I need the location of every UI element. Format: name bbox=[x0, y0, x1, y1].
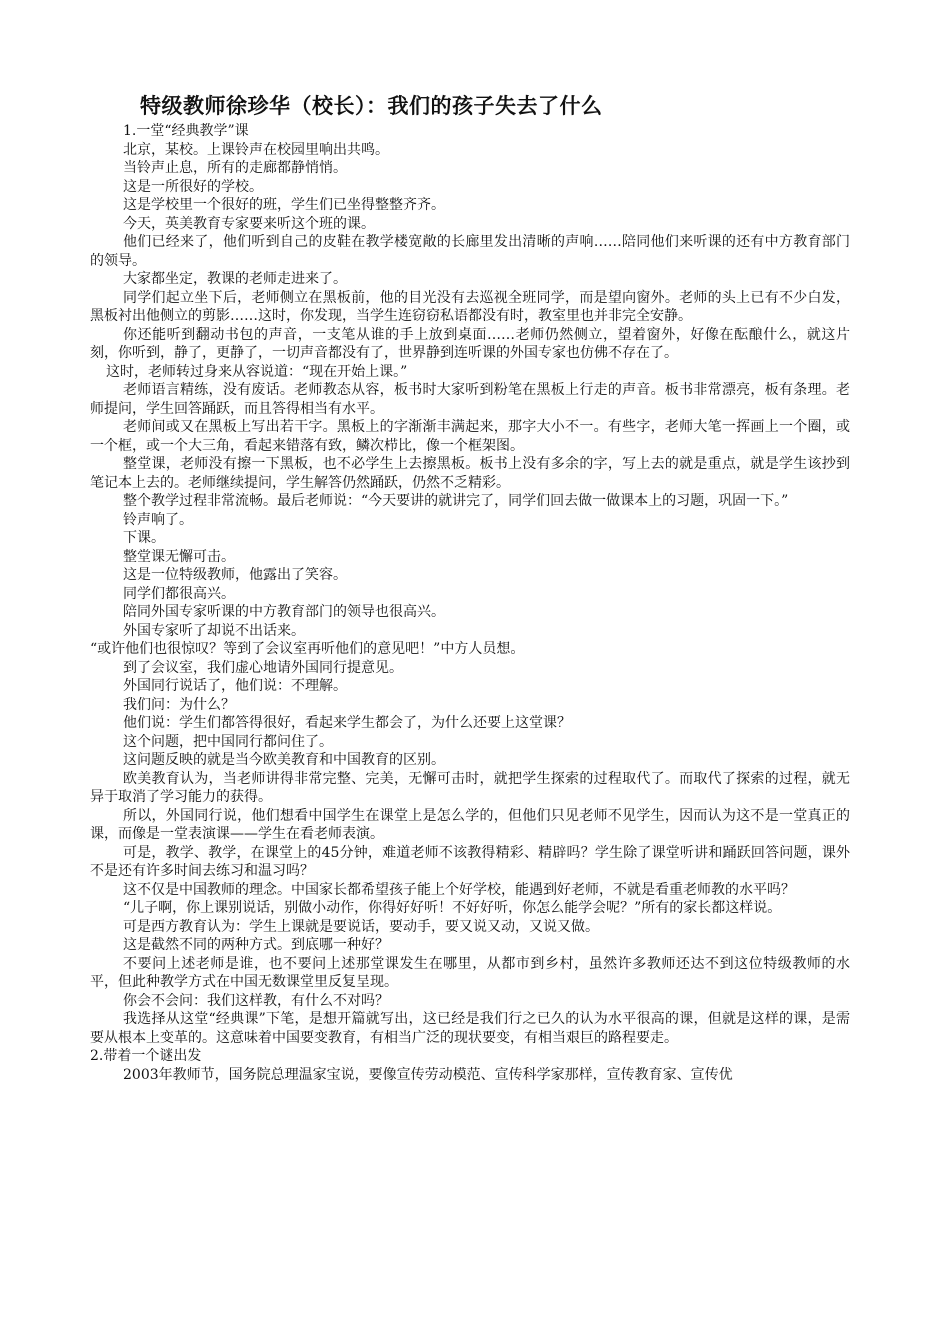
body-paragraph: 外国专家听了却说不出话来。 bbox=[123, 622, 305, 639]
body-paragraph: 你会不会问：我们这样教，有什么不对吗？ bbox=[123, 992, 389, 1009]
body-paragraph: 我们问：为什么？ bbox=[123, 696, 235, 713]
body-paragraph: 老师间或又在黑板上写出若干字。黑板上的字渐渐丰满起来，那字大小不一。有些字，老师大笔一挥画上一个圈，或一个框，或一个大三角，看起来错落有致，鳞次栉比，像一个框架图。 bbox=[90, 419, 850, 454]
section-heading: 1.一堂“经典教学”课 bbox=[123, 123, 249, 139]
body-paragraph: 欧美教育认为，当老师讲得非常完整、完美，无懈可击时，就把学生探索的过程取代了。而取代了探索的过程，就无异于取消了学习能力的获得。 bbox=[90, 770, 850, 805]
body-paragraph: 大家都坐定，教课的老师走进来了。 bbox=[123, 271, 347, 287]
body-paragraph: 这问题反映的就是当今欧美教育和中国教育的区别。 bbox=[123, 752, 445, 768]
body-paragraph: 这是学校里一个很好的班，学生们已坐得整整齐齐。 bbox=[123, 197, 445, 213]
body-paragraph: 今天，英美教育专家要来听这个班的课。 bbox=[123, 215, 375, 232]
body-paragraph: 这是一位特级教师，他露出了笑容。 bbox=[123, 567, 347, 583]
body-paragraph: 他们说：学生们都答得很好，看起来学生都会了，为什么还要上这堂课？ bbox=[123, 715, 571, 731]
body-paragraph: 整堂课，老师没有擦一下黑板，也不必学生上去擦黑板。板书上没有多余的字，写上去的就是重点，就是学生该抄到笔记本上去的。老师继续提问，学生解答仍然踊跃，仍然不乏精彩。 bbox=[90, 456, 850, 491]
body-paragraph: “儿子啊，你上课别说话，别做小动作，你得好好听！不好好听，你怎么能学会呢？”所有的家长都这样说。 bbox=[123, 900, 782, 916]
body-paragraph: 外国同行说话了，他们说：不理解。 bbox=[123, 678, 347, 694]
body-paragraph: 陪同外国专家听课的中方教育部门的领导也很高兴。 bbox=[123, 604, 445, 620]
body-paragraph: “或许他们也很惊叹？等到了会议室再听他们的意见吧！”中方人员想。 bbox=[90, 641, 525, 657]
body-paragraph: 你还能听到翻动书包的声音，一支笔从谁的手上放到桌面……老师仍然侧立，望着窗外，好像在酝酿什么，就这片刻，你听到，静了，更静了，一切声音都没有了，世界静到连听课的外国专家也仿佛不存在了。 bbox=[90, 326, 850, 361]
body-paragraph: 整堂课无懈可击。 bbox=[123, 548, 235, 565]
document-body bbox=[90, 122, 850, 1084]
body-paragraph: 这是一所很好的学校。 bbox=[123, 178, 263, 195]
body-paragraph: 同学们起立坐下后，老师侧立在黑板前，他的目光没有去巡视全班同学，而是望向窗外。老师的头上已有不少白发，黑板衬出他侧立的剪影……这时，你发现，当学生连窃窃私语都没有时，教室里也并非完全安静。 bbox=[90, 289, 850, 324]
body-paragraph: 他们已经来了，他们听到自己的皮鞋在教学楼宽敞的长廊里发出清晰的声响……陪同他们来听课的还有中方教育部门的领导。 bbox=[90, 234, 850, 269]
body-paragraph: 可是，教学、教学，在课堂上的45分钟，难道老师不该教得精彩、精辟吗？学生除了课堂听讲和踊跃回答问题，课外不是还有许多时间去练习和温习吗？ bbox=[90, 844, 850, 879]
body-paragraph: 不要问上述老师是谁，也不要问上述那堂课发生在哪里，从都市到乡村，虽然许多教师还达不到这位特级教师的水平，但此种教学方式在中国无数课堂里反复呈现。 bbox=[90, 955, 850, 990]
body-paragraph: 铃声响了。 bbox=[123, 511, 193, 528]
body-paragraph: 我选择从这堂“经典课”下笔，是想开篇就写出，这已经是我们行之已久的认为水平很高的课，但就是这样的课，是需要从根本上变革的。这意味着中国要变教育，有相当广泛的现状要变，有相当艰巨的路程要走。 bbox=[90, 1011, 850, 1046]
body-paragraph: 这时，老师转过身来从容说道：“现在开始上课。” bbox=[106, 363, 408, 380]
document-title: 特级教师徐珍华（校长）：我们的孩子失去了什么 bbox=[140, 94, 603, 118]
body-paragraph: 北京，某校。上课铃声在校园里响出共鸣。 bbox=[123, 141, 389, 158]
body-paragraph: 老师语言精练，没有废话。老师教态从容，板书时大家听到粉笔在黑板上行走的声音。板书非常漂亮，板有条理。老师提问，学生回答踊跃，而且答得相当有水平。 bbox=[90, 382, 850, 417]
body-paragraph: 同学们都很高兴。 bbox=[123, 585, 235, 602]
body-paragraph: 所以，外国同行说，他们想看中国学生在课堂上是怎么学的，但他们只见老师不见学生，因而认为这不是一堂真正的课，而像是一堂表演课——学生在看老师表演。 bbox=[90, 807, 850, 842]
document-page bbox=[90, 90, 850, 1084]
body-paragraph: 整个教学过程非常流畅。最后老师说：“今天要讲的就讲完了，同学们回去做一做课本上的习题，巩固一下。” bbox=[123, 493, 789, 509]
body-paragraph: 这不仅是中国教师的理念。中国家长都希望孩子能上个好学校，能遇到好老师，不就是看重老师教的水平吗？ bbox=[123, 881, 795, 898]
body-paragraph: 可是西方教育认为：学生上课就是要说话，要动手，要又说又动，又说又做。 bbox=[123, 918, 599, 935]
body-paragraph: 这是截然不同的两种方式。到底哪一种好？ bbox=[123, 937, 389, 953]
body-paragraph: 下课。 bbox=[123, 530, 165, 546]
body-paragraph: 2003年教师节，国务院总理温家宝说，要像宣传劳动模范、宣传科学家那样，宣传教育家、宣传优 bbox=[123, 1066, 733, 1083]
body-paragraph: 这个问题，把中国同行都问住了。 bbox=[123, 733, 333, 750]
body-paragraph: 到了会议室，我们虚心地请外国同行提意见。 bbox=[123, 659, 403, 676]
section-heading: 2.带着一个谜出发 bbox=[90, 1048, 202, 1064]
body-paragraph: 当铃声止息，所有的走廊都静悄悄。 bbox=[123, 160, 347, 176]
